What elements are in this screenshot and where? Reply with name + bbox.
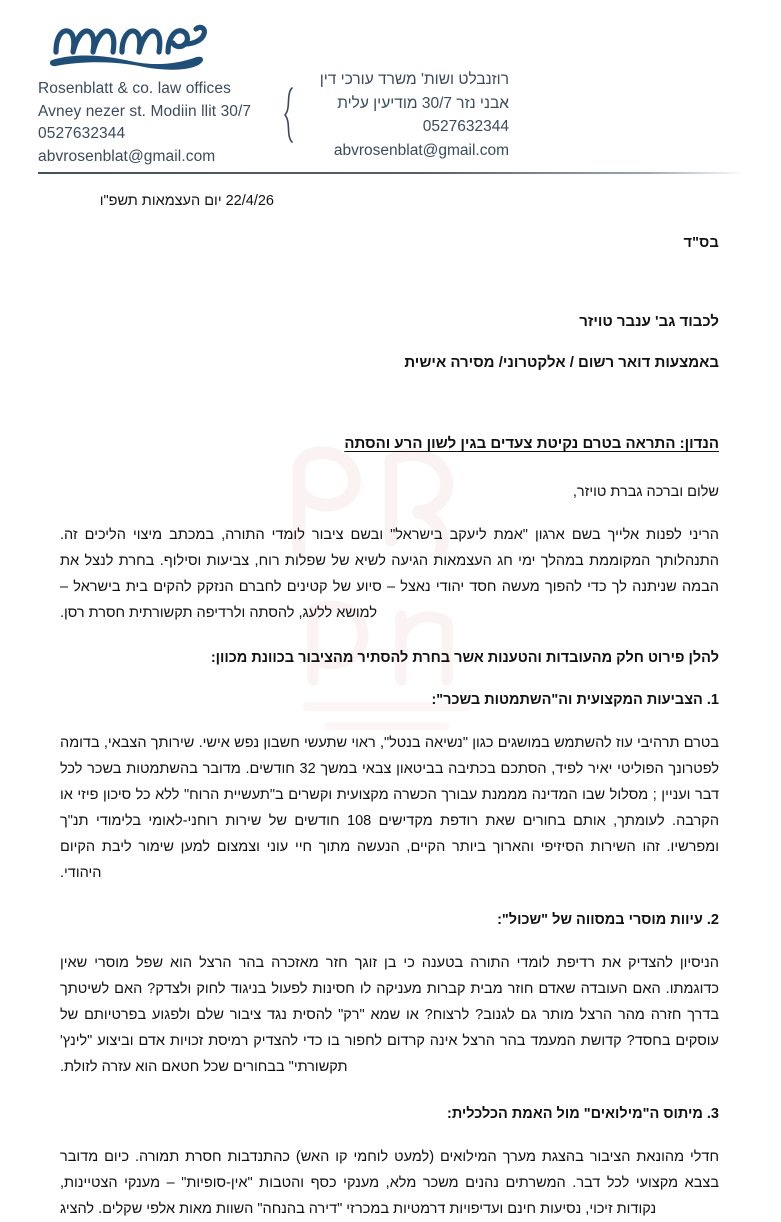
lead-in-line: להלן פירוט חלק מהעובדות והטענות אשר בחרת להסתיר מהציבור בכוונת מכוון: bbox=[210, 650, 719, 666]
contact-block-hebrew bbox=[299, 68, 509, 162]
address-hebrew: אבני נזר 30/7 מודיעין עלית bbox=[337, 94, 509, 112]
section-heading-2: עיוות מוסרי במסווה של "שכול": bbox=[497, 912, 703, 928]
bsd-marking: בס"ד bbox=[683, 235, 719, 251]
section-title-3 bbox=[60, 1106, 719, 1122]
section-body-3: חדלי מהונאת הציבור בהצגת מערך המילואים (למעט לוחמי קו האש) כהתנדבות חסרת תמורה. כיום מדובר בצבא מקצועי לכל דבר. המשרתים נהנים משכר מלא, מענקי כסף והטבות "אין-סופיות" – מענקי הצטיינות, נקודות זיכוי, נסיעות חינם ועדיפויות דרמטיות במכרזי "דירה בהנחה" השוות מאות אלפי שקלים. להציג bbox=[60, 1149, 719, 1217]
section-title-2 bbox=[60, 912, 719, 928]
section-number-3: 3. bbox=[706, 1106, 719, 1122]
email-hebrew[interactable]: abvrosenblat@gmail.com bbox=[333, 141, 509, 159]
section-body-1: בטרם תרהיבי עוז להשתמש במושגים כגון "נשיאה בנטל", ראוי שתעשי חשבון נפש אישי. שירותך הצבאי, בדומה לפטרונך הפוליטי יאיר לפיד, הסתכם בכתיבה בביטאון צבאי במשך 32 חודשים. מדובר בהשתמטות בשכר לכל דבר ועניין ; מסלול שבו המדינה מממנת עבורך הכשרה מקצועית וקשרים ב"תעשיית הרוח" ללא כל סיכון פיזי או הקרבה. לעומתך, אותם בחורים שאת רודפת מקדישים 108 חודשים של שירות רוחני-לאומי בלימודי תנ"ך ומפרשיו. זהו השירות הסיזיפי והארוך ביותר הקיים, הנעשה מתוך חיי עוני וצמצום למען שימור ליבת הקיום היהודי. bbox=[60, 735, 720, 881]
contact-block-english bbox=[38, 78, 251, 168]
date-line-row bbox=[60, 193, 719, 209]
date-line: 22/4/26 יום העצמאות תשפ"ו bbox=[99, 193, 274, 209]
addressee: לכבוד גב' ענבר טויזר bbox=[579, 313, 719, 330]
subject-line bbox=[60, 431, 719, 456]
intro-paragraph: הריני לפנות אלייך בשם ארגון "אמת ליעקב בישראל" ובשם ציבור לומדי התורה, במכתב מיצוי הליכים זה. התנהלותך המקוממת במהלך ימי חג העצמאות הגיעה לשיא של שפלות רוח, צביעות וסילוף. בחרת לנצל את הבמה שניתנה לך כדי להפוך מעשה חסד יהודי נאצל – סיוע של קטינים לחברם הנזקק להקים בית בישראל – למושא ללעג, להסתה ולרדיפה תקשורתית חסרת רסן. bbox=[60, 527, 719, 621]
subject-text: הנדון: התראה בטרם נקיטת צעדים בגין לשון הרע והסתה bbox=[344, 435, 719, 452]
address-english: Avney nezer st. Modiin llit 30/7 bbox=[38, 102, 252, 120]
email-english[interactable]: abvrosenblat@gmail.com bbox=[38, 147, 216, 165]
delivery-method: באמצעות דואר רשום / אלקטרוני/ מסירה אישית bbox=[404, 354, 719, 371]
letter-body bbox=[0, 175, 781, 1222]
greeting: שלום וברכה גברת טויזר, bbox=[572, 484, 719, 500]
phone-hebrew: 0527632344 bbox=[422, 118, 509, 135]
letterhead-divider bbox=[38, 172, 746, 174]
section-body-2: הניסיון להצדיק את רדיפת לומדי התורה בטענה כי בן זוגך חזר מאזכרה בהר הרצל הוא שפל מוסרי שאין כדוגמתו. האם העובדה שאדם חוזר מבית קברות מעניקה לו חסינות לפעול בניגוד לחוק ולצדק? האם לשיטתך בדרך חזרה מהר הרצל מותר גם לגנוב? לרצוח? או שמא "רק" להסית נגד ציבור שלם ולפגוע בפרטיותם של עוסקים בחסד? קדושת המעמד בהר הרצל אינה קרדום לחפור בו כדי להצדיק רמיסת זכויות אדם וביצוע "לינץ' תקשורתי" בבחורים שכל חטאם הוא עזרה לזולת. bbox=[60, 955, 719, 1075]
firm-name-hebrew: רוזנבלט ושות' משרד עורכי דין bbox=[319, 71, 509, 88]
firm-name-english: Rosenblatt & co. law offices bbox=[38, 80, 231, 97]
mnr-script-logo bbox=[44, 14, 214, 72]
section-heading-3: מיתוס ה"מילואים" מול האמת הכלכלית: bbox=[446, 1106, 703, 1122]
section-title-1 bbox=[60, 692, 719, 708]
letterhead bbox=[0, 0, 781, 175]
phone-english: 0527632344 bbox=[38, 125, 126, 142]
brace-divider-icon bbox=[281, 86, 297, 144]
section-number-2: 2. bbox=[706, 912, 719, 928]
section-heading-1: הצביעות המקצועית וה"השתמטות בשכר": bbox=[431, 692, 703, 708]
section-number-1: 1. bbox=[706, 692, 719, 708]
